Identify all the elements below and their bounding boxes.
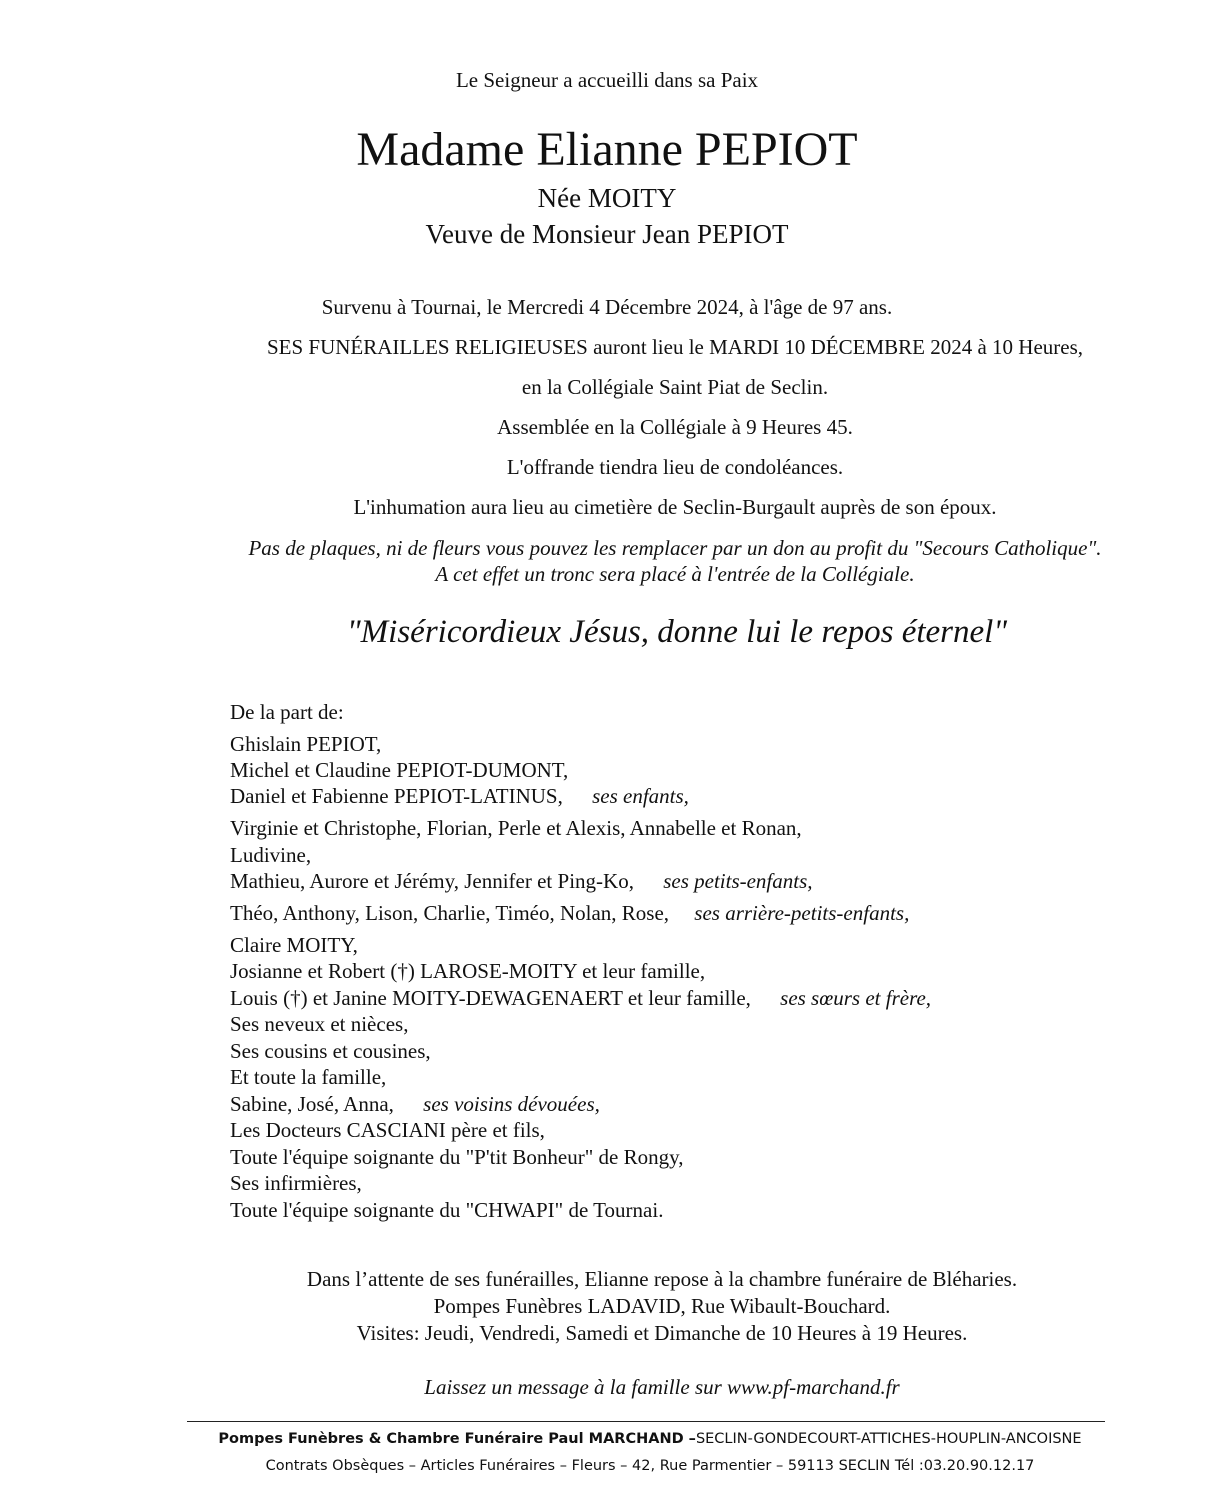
offering-note: L'offrande tiendra lieu de condoléances.	[506, 455, 844, 479]
flowers-note-line1: Pas de plaques, ni de fleurs vous pouvez les remplacer par un don au profit du "Secours Catholique".	[248, 536, 1102, 560]
family-intro: De la part de:	[230, 700, 344, 724]
resting-place: Dans l’attente de ses funérailles, Elianne repose à la chambre funéraire de Bléharies.	[306, 1267, 1018, 1291]
footer-towns: SECLIN-GONDECOURT-ATTICHES-HOUPLIN-ANCOISNE	[695, 1431, 1082, 1447]
deceased-name: Madame Elianne PEPIOT	[356, 123, 858, 176]
role-grandchildren: ses petits-enfants,	[663, 869, 813, 893]
list-item: Josianne et Robert (†) LAROSE-MOITY et leur famille,	[230, 959, 706, 983]
role-neighbors: ses voisins dévouées,	[423, 1092, 600, 1116]
funeral-announcement: SES FUNÉRAILLES RELIGIEUSES auront lieu le MARDI 10 DÉCEMBRE 2024 à 10 Heures,	[266, 335, 1084, 359]
intro-text: Le Seigneur a accueilli dans sa Paix	[455, 68, 759, 92]
list-item	[230, 986, 931, 1011]
role-children: ses enfants,	[592, 784, 689, 808]
list-item: Michel et Claudine PEPIOT-DUMONT,	[230, 758, 569, 782]
maiden-name: Née MOITY	[537, 183, 677, 213]
list-item	[230, 901, 909, 926]
funeral-location: en la Collégiale Saint Piat de Seclin.	[521, 375, 829, 399]
list-item: Ses cousins et cousines,	[230, 1039, 431, 1063]
visiting-hours: Visites: Jeudi, Vendredi, Samedi et Dimanche de 10 Heures à 19 Heures.	[356, 1321, 968, 1345]
assembly-time: Assemblée en la Collégiale à 9 Heures 45.	[497, 415, 853, 439]
family-names: Louis (†) et Janine MOITY-DEWAGENAERT et leur famille,	[230, 986, 751, 1010]
widow-of: Veuve de Monsieur Jean PEPIOT	[425, 219, 789, 249]
family-names: Mathieu, Aurore et Jérémy, Jennifer et Ping-Ko,	[230, 869, 634, 893]
role-siblings: ses sœurs et frère,	[780, 986, 932, 1010]
list-item: Ses neveux et nièces,	[230, 1012, 409, 1036]
list-item: Ludivine,	[230, 843, 312, 867]
funeral-home: Pompes Funèbres LADAVID, Rue Wibault-Bouchard.	[433, 1294, 891, 1318]
footer-company-line	[0, 1431, 1214, 1447]
list-item	[230, 1092, 600, 1117]
death-details: Survenu à Tournai, le Mercredi 4 Décembre 2024, à l'âge de 97 ans.	[321, 295, 893, 319]
list-item	[230, 869, 813, 894]
list-item: Toute l'équipe soignante du "CHWAPI" de Tournai.	[230, 1198, 664, 1222]
footer-company: Pompes Funèbres & Chambre Funéraire Paul MARCHAND –	[218, 1431, 696, 1447]
family-names: Théo, Anthony, Lison, Charlie, Timéo, Nolan, Rose,	[230, 901, 670, 925]
list-item: Les Docteurs CASCIANI père et fils,	[230, 1118, 545, 1142]
list-item: Ses infirmières,	[230, 1171, 362, 1195]
list-item	[230, 784, 689, 809]
list-item: Claire MOITY,	[230, 933, 358, 957]
message-link[interactable]: Laissez un message à la famille sur www.pf-marchand.fr	[424, 1375, 900, 1399]
list-item: Toute l'équipe soignante du "P'tit Bonheur" de Rongy,	[230, 1145, 684, 1169]
family-names: Daniel et Fabienne PEPIOT-LATINUS,	[230, 784, 563, 808]
footer-contact: Contrats Obsèques – Articles Funéraires – Fleurs – 42, Rue Parmentier – 59113 SECLIN Tél :03.20.90.12.17	[265, 1458, 1035, 1474]
list-item: Ghislain PEPIOT,	[230, 732, 382, 756]
family-names: Sabine, José, Anna,	[230, 1092, 394, 1116]
prayer-quote: "Miséricordieux Jésus, donne lui le repos éternel"	[346, 614, 1008, 650]
burial-note: L'inhumation aura lieu au cimetière de Seclin-Burgault auprès de son époux.	[353, 495, 997, 519]
flowers-note-line2: A cet effet un tronc sera placé à l'entrée de la Collégiale.	[435, 562, 915, 586]
list-item: Et toute la famille,	[230, 1065, 387, 1089]
list-item: Virginie et Christophe, Florian, Perle et Alexis, Annabelle et Ronan,	[230, 816, 802, 840]
role-great-grandchildren: ses arrière-petits-enfants,	[694, 901, 910, 925]
footer-divider	[187, 1421, 1105, 1422]
